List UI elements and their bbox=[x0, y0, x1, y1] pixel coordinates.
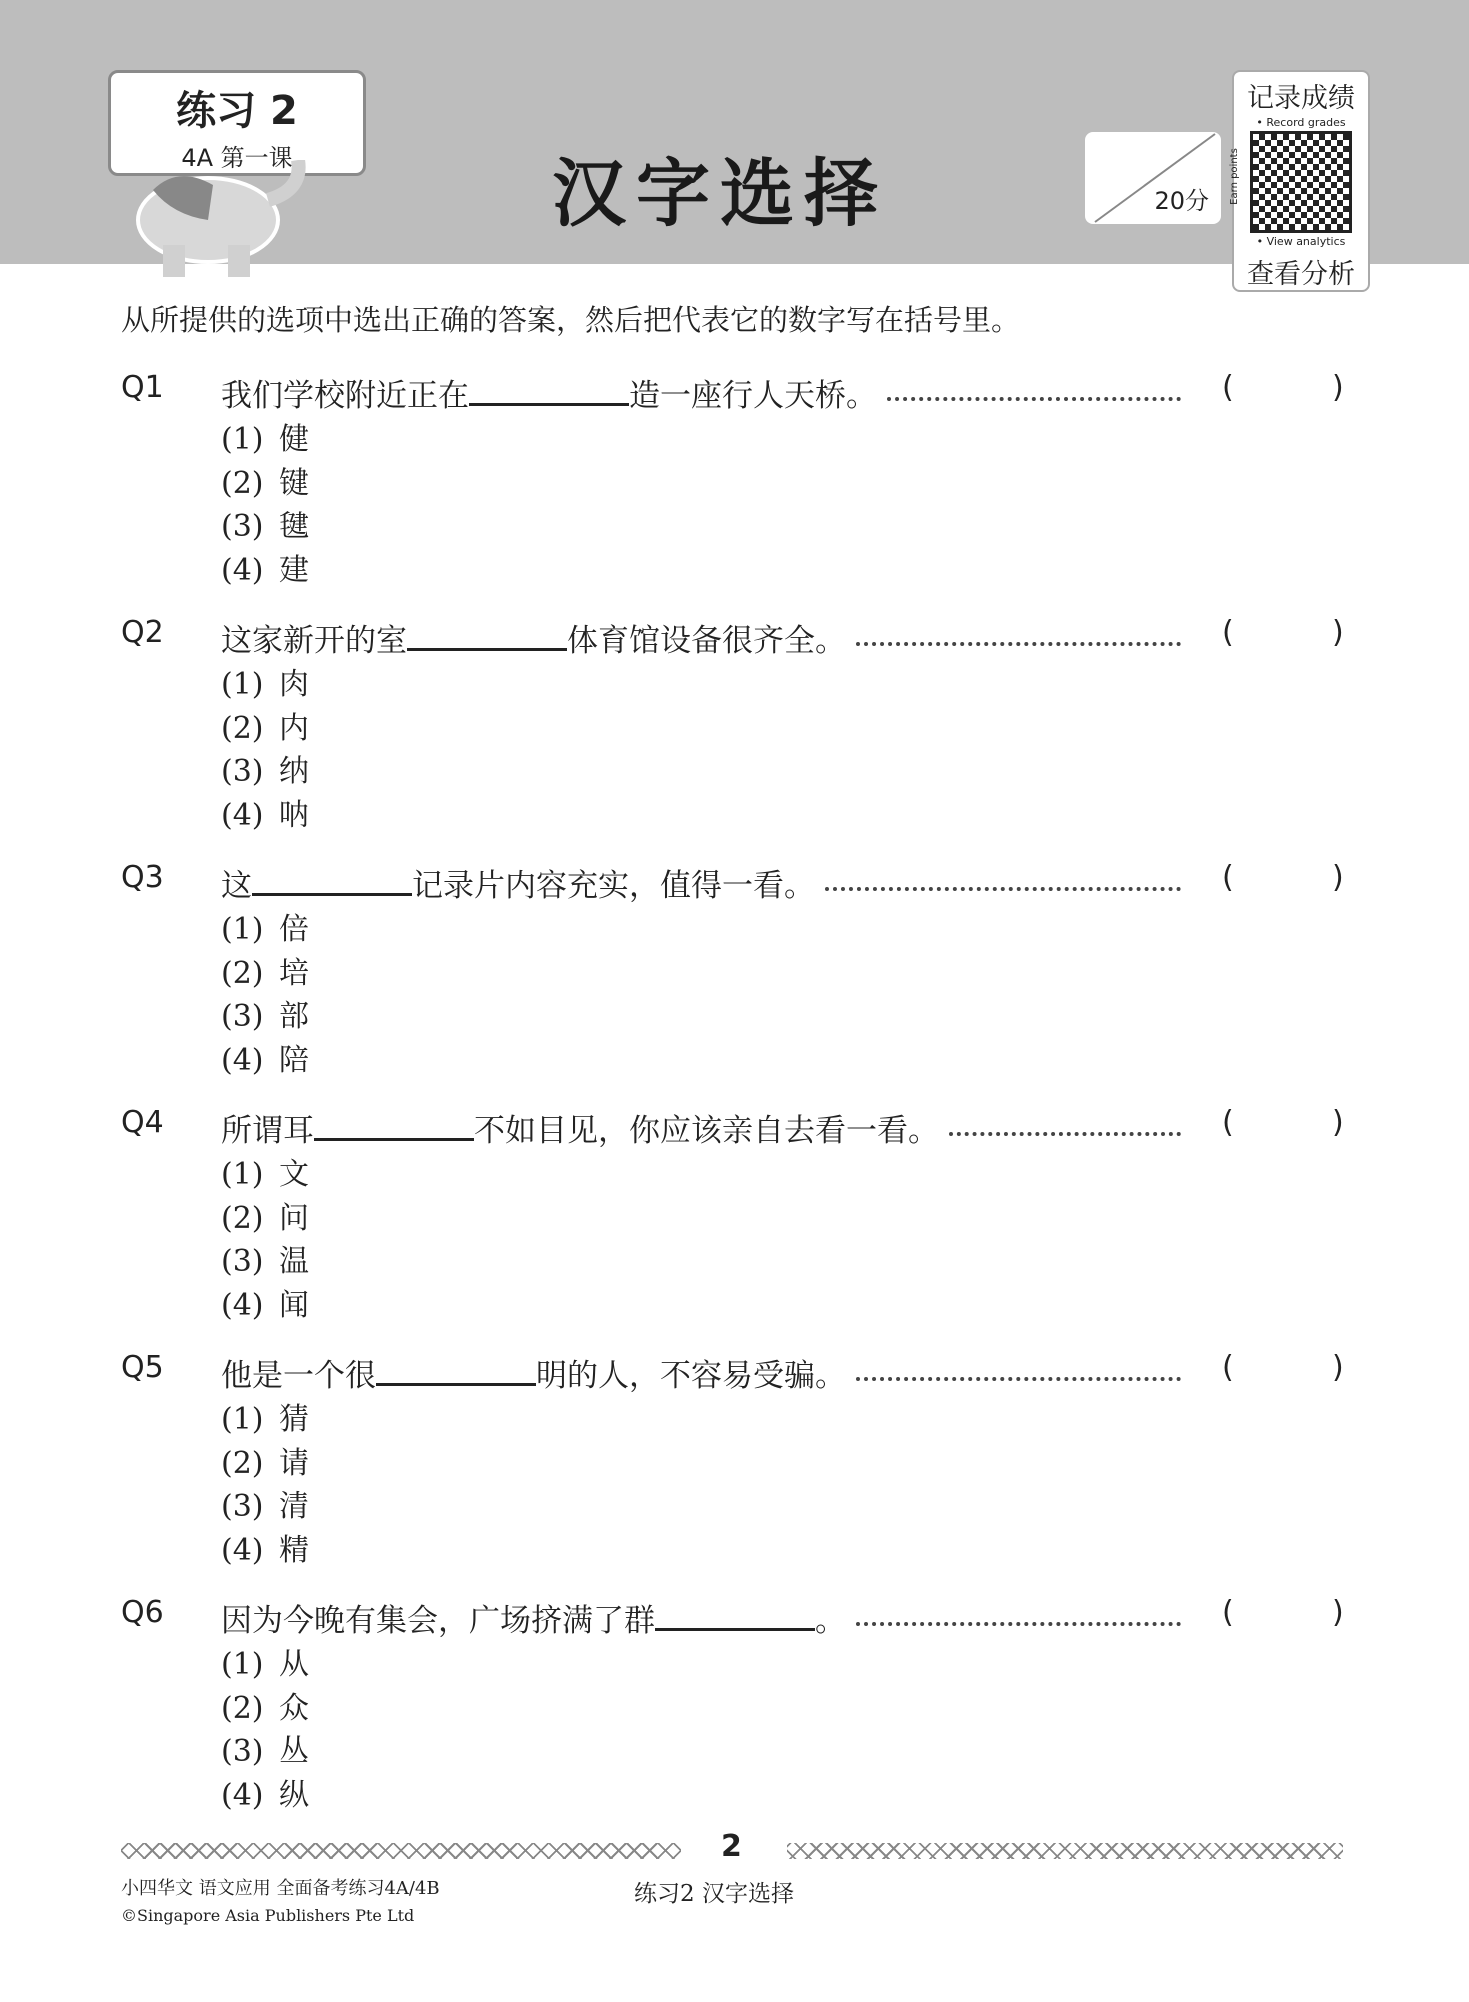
answer-paren-close: ) bbox=[1332, 1105, 1344, 1140]
qr-panel[interactable] bbox=[1228, 70, 1370, 292]
option bbox=[221, 790, 309, 834]
footer-divider bbox=[121, 1829, 1343, 1865]
question-sentence bbox=[221, 1350, 1181, 1395]
option bbox=[221, 545, 309, 589]
option bbox=[221, 1280, 309, 1324]
option bbox=[221, 659, 309, 703]
option-number: (1) bbox=[221, 1647, 264, 1682]
option bbox=[221, 991, 309, 1035]
section-label: 练习2 汉字选择 bbox=[634, 1881, 794, 1907]
option-number: (2) bbox=[221, 1690, 264, 1726]
question-sentence bbox=[221, 615, 1181, 660]
question-number: Q2 bbox=[121, 615, 164, 650]
option-number: (4) bbox=[221, 1042, 264, 1078]
option bbox=[221, 904, 309, 948]
answer-paren-close: ) bbox=[1332, 370, 1344, 405]
diamond-border-right bbox=[787, 1843, 1343, 1859]
option bbox=[221, 703, 309, 747]
answer-paren-close: ) bbox=[1332, 860, 1344, 895]
page-title: 汉字选择 bbox=[552, 151, 888, 237]
sentence-before: 他是一个很 bbox=[221, 1358, 376, 1394]
option bbox=[221, 1236, 309, 1280]
option-number: (3) bbox=[221, 754, 264, 789]
option-number: (1) bbox=[221, 1402, 264, 1437]
option-number: (3) bbox=[221, 1244, 264, 1279]
question-number: Q3 bbox=[121, 860, 164, 895]
answer-blank bbox=[376, 1353, 536, 1386]
option-char: 清 bbox=[279, 1489, 309, 1524]
option bbox=[221, 1683, 309, 1727]
option-number: (4) bbox=[221, 797, 264, 833]
option-char: 纵 bbox=[279, 1777, 309, 1813]
option bbox=[221, 1770, 309, 1814]
option-char: 从 bbox=[279, 1647, 309, 1682]
answer-blank bbox=[252, 863, 412, 896]
option-number: (1) bbox=[221, 667, 264, 702]
option-char: 文 bbox=[279, 1157, 309, 1192]
sentence-after: 明的人，不容易受骗。 bbox=[536, 1358, 846, 1394]
option-char: 陪 bbox=[279, 1042, 309, 1078]
option-number: (3) bbox=[221, 1489, 264, 1524]
option-number: (1) bbox=[221, 422, 264, 457]
sentence-before: 所谓耳 bbox=[221, 1113, 314, 1149]
option-number: (3) bbox=[221, 1734, 264, 1769]
option-char: 键 bbox=[279, 465, 309, 501]
option bbox=[221, 501, 309, 545]
question-sentence bbox=[221, 1105, 1181, 1150]
option-number: (4) bbox=[221, 1777, 264, 1813]
sentence-after: 不如目见，你应该亲自去看一看。 bbox=[474, 1113, 939, 1149]
answer-blank bbox=[469, 373, 629, 406]
option-number: (4) bbox=[221, 1532, 264, 1568]
option bbox=[221, 1481, 309, 1525]
option-char: 肉 bbox=[279, 667, 309, 702]
answer-paren-open[interactable]: ( bbox=[1222, 1105, 1234, 1140]
option-char: 建 bbox=[279, 552, 309, 588]
dot-leader bbox=[856, 638, 1181, 646]
option bbox=[221, 1394, 309, 1438]
option-number: (2) bbox=[221, 465, 264, 501]
sentence-after: 记录片内容充实，值得一看。 bbox=[412, 868, 815, 904]
sentence-after: 。 bbox=[815, 1603, 846, 1639]
question-sentence bbox=[221, 370, 1181, 415]
sentence-before: 这 bbox=[221, 868, 252, 904]
qr-bottom-label: 查看分析 bbox=[1247, 259, 1355, 290]
dot-leader bbox=[825, 883, 1181, 891]
option bbox=[221, 1525, 309, 1569]
question-sentence bbox=[221, 1595, 1181, 1640]
question-sentence bbox=[221, 860, 1181, 905]
option-char: 毽 bbox=[279, 509, 309, 544]
score-box bbox=[1085, 132, 1221, 224]
answer-paren-close: ) bbox=[1332, 1595, 1344, 1630]
qr-earn-label: Earn points bbox=[1228, 148, 1240, 205]
qr-record-label: • Record grades bbox=[1256, 116, 1346, 129]
answer-blank bbox=[655, 1598, 815, 1631]
option-number: (2) bbox=[221, 710, 264, 746]
option-char: 请 bbox=[279, 1445, 309, 1481]
option bbox=[221, 414, 309, 458]
option-char: 闻 bbox=[279, 1287, 309, 1323]
option-char: 问 bbox=[279, 1200, 309, 1236]
question-number: Q4 bbox=[121, 1105, 164, 1140]
option-char: 倍 bbox=[279, 912, 309, 947]
page-number: 2 bbox=[721, 1829, 742, 1864]
option-char: 呐 bbox=[279, 797, 309, 833]
sentence-after: 体育馆设备很齐全。 bbox=[567, 623, 846, 659]
sentence-after: 造一座行人天桥。 bbox=[629, 378, 877, 414]
option-number: (2) bbox=[221, 955, 264, 991]
option-number: (1) bbox=[221, 1157, 264, 1192]
option bbox=[221, 1726, 309, 1770]
lesson-label: 4A 第一课 bbox=[181, 144, 293, 172]
option-char: 纳 bbox=[279, 754, 309, 789]
qr-top-label: 记录成绩 bbox=[1247, 83, 1355, 114]
dot-leader bbox=[856, 1618, 1181, 1626]
qr-code[interactable] bbox=[1250, 131, 1352, 233]
qr-view-label: • View analytics bbox=[1256, 235, 1346, 248]
answer-blank bbox=[407, 618, 567, 651]
question-number: Q5 bbox=[121, 1350, 164, 1385]
dot-leader bbox=[949, 1128, 1181, 1136]
option-number: (2) bbox=[221, 1200, 264, 1236]
option-char: 猜 bbox=[279, 1402, 309, 1437]
option bbox=[221, 1639, 309, 1683]
question-number: Q1 bbox=[121, 370, 164, 405]
score-total: 20分 bbox=[1154, 187, 1209, 215]
book-title: 小四华文 语文应用 全面备考练习4A/4B bbox=[121, 1878, 440, 1899]
sentence-before: 因为今晚有集会，广场挤满了群 bbox=[221, 1603, 655, 1639]
answer-blank bbox=[314, 1108, 474, 1141]
option-char: 部 bbox=[279, 999, 309, 1034]
option bbox=[221, 1035, 309, 1079]
option-number: (2) bbox=[221, 1445, 264, 1481]
option-number: (4) bbox=[221, 1287, 264, 1323]
option-char: 丛 bbox=[279, 1734, 309, 1769]
option-number: (3) bbox=[221, 509, 264, 544]
option bbox=[221, 948, 309, 992]
answer-paren-close: ) bbox=[1332, 615, 1344, 650]
dot-leader bbox=[887, 393, 1181, 401]
option-char: 培 bbox=[279, 955, 309, 991]
question-number: Q6 bbox=[121, 1595, 164, 1630]
option-char: 众 bbox=[279, 1690, 309, 1726]
option bbox=[221, 746, 309, 790]
option-char: 温 bbox=[279, 1244, 309, 1279]
option bbox=[221, 458, 309, 502]
option-number: (3) bbox=[221, 999, 264, 1034]
sentence-before: 我们学校附近正在 bbox=[221, 378, 469, 414]
sentence-before: 这家新开的室 bbox=[221, 623, 407, 659]
instruction: 从所提供的选项中选出正确的答案，然后把代表它的数字写在括号里。 bbox=[121, 303, 1021, 337]
option-number: (4) bbox=[221, 552, 264, 588]
answer-paren-open[interactable]: ( bbox=[1222, 1595, 1234, 1630]
elephant-illustration bbox=[118, 160, 318, 280]
exercise-number: 练习 2 bbox=[176, 88, 298, 134]
option bbox=[221, 1438, 309, 1482]
answer-paren-open[interactable]: ( bbox=[1222, 615, 1234, 650]
answer-paren-open[interactable]: ( bbox=[1222, 370, 1234, 405]
option-char: 精 bbox=[279, 1532, 309, 1568]
copyright: ©Singapore Asia Publishers Pte Ltd bbox=[121, 1906, 415, 1925]
dot-leader bbox=[856, 1373, 1181, 1381]
option-char: 内 bbox=[279, 710, 309, 746]
answer-paren-open[interactable]: ( bbox=[1222, 860, 1234, 895]
option-number: (1) bbox=[221, 912, 264, 947]
answer-paren-open[interactable]: ( bbox=[1222, 1350, 1234, 1385]
option bbox=[221, 1193, 309, 1237]
option bbox=[221, 1149, 309, 1193]
answer-paren-close: ) bbox=[1332, 1350, 1344, 1385]
diamond-border-left bbox=[121, 1843, 681, 1859]
option-char: 健 bbox=[279, 422, 309, 457]
